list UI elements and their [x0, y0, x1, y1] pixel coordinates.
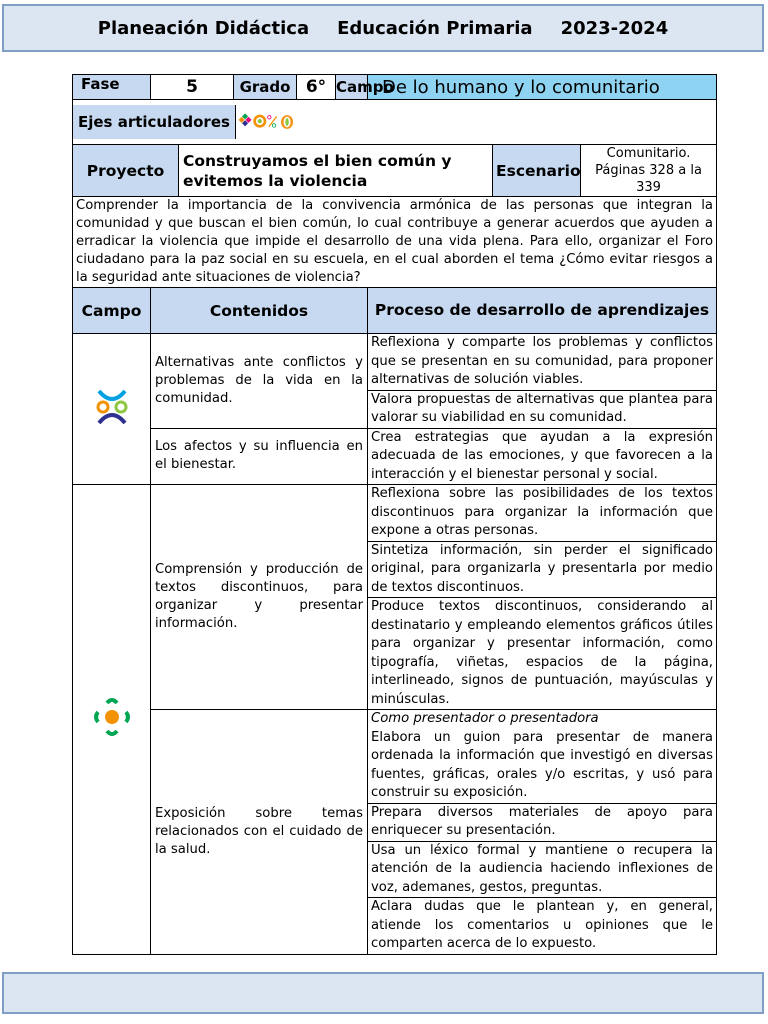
- escenario-label: Escenario: [493, 145, 581, 197]
- footer-banner: [2, 972, 764, 1014]
- col-proceso: Proceso de desarrollo de aprendizajes: [368, 288, 717, 334]
- header-year: 2023-2024: [560, 17, 669, 39]
- proceso-4-4: Aclara dudas que le plantean y, en general, atiende los comentarios u opiniones que le comparten acerca de lo expuesto.: [368, 898, 717, 955]
- interculturalidad-icon: [268, 116, 277, 128]
- campo-humano-cell: [73, 334, 151, 485]
- proceso-4-title: Como presentador o presentadora: [371, 711, 599, 726]
- col-contenidos: Contenidos: [151, 288, 368, 334]
- header-level: Educación Primaria: [337, 17, 533, 39]
- proceso-4-1-text: Elabora un guion para presentar de manera ordenada la información que investigó en diversas fuentes, gráficas, orales y/o escritas, y usó para construir su exposición.: [371, 729, 714, 800]
- fase-value: 5: [151, 75, 234, 100]
- proyecto-value: Construyamos el bien común y evitemos la violencia: [179, 145, 493, 197]
- contenido-1: Alternativas ante conflictos y problemas de la vida en la comunidad.: [151, 334, 368, 429]
- grado-value: 6°: [297, 75, 336, 100]
- proyecto-label: Proyecto: [73, 145, 179, 197]
- campo-lenguajes-cell: [73, 485, 151, 955]
- escenario-value: Comunitario. Páginas 328 a la 339: [581, 145, 717, 197]
- proceso-4-3: Usa un léxico formal y mantiene o recupera la atención de la audiencia haciendo inflexiones de voz, ademanes, gestos, preguntas.: [368, 841, 717, 898]
- contenido-4: Exposición sobre temas relacionados con el cuidado de la salud.: [151, 710, 368, 955]
- humano-comunitario-icon: [95, 387, 129, 427]
- pensamiento-critico-icon: [255, 116, 265, 126]
- project-description: Comprender la importancia de la convivencia armónica de las personas que integran la comunidad y que buscan el bien común, lo cual contribuye a generar acuerdos que ayuden a erradicar la violencia que impide el desarrollo de una vida plena. Para ello, organizar el Foro ciudadano para la paz social en su escuela, en el cual aborden el tema ¿Cómo evitar riesgos a la seguridad ante situaciones de violencia?: [73, 197, 717, 288]
- proceso-4-2: Prepara diversos materiales de apoyo para enriquecer su presentación.: [368, 803, 717, 841]
- lenguajes-icon: [94, 697, 130, 737]
- vida-saludable-icon: [281, 115, 293, 129]
- inclusion-icon: [238, 113, 251, 126]
- ejes-label: Ejes articuladores: [73, 105, 236, 139]
- ejes-cell: [73, 100, 297, 145]
- grado-label: Grado: [234, 75, 297, 100]
- contenido-3: Comprensión y producción de textos discontinuos, para organizar y presentar información.: [151, 485, 368, 710]
- ejes-empty: [297, 100, 717, 145]
- campo-label: Campo: [336, 75, 368, 100]
- proceso-1-1: Reflexiona y comparte los problemas y conflictos que se presentan en su comunidad, para proponer alternativas de solución viables.: [368, 334, 717, 391]
- planning-table: [72, 74, 717, 955]
- fase-label: Fase: [73, 75, 151, 100]
- campo-value: De lo humano y lo comunitario: [368, 75, 717, 100]
- proceso-1-2: Valora propuestas de alternativas que plantea para valorar su viabilidad en su comunidad.: [368, 390, 717, 428]
- header-title: Planeación Didáctica: [97, 17, 310, 39]
- ejes-icons: [236, 100, 297, 144]
- proceso-3-2: Sintetiza información, sin perder el significado original, para organizarla y presentarla por medio de textos discontinuos.: [368, 541, 717, 598]
- proceso-2-1: Crea estrategias que ayudan a la expresión adecuada de las emociones, y que favorecen a la interacción y el bienestar personal y social.: [368, 428, 717, 485]
- contenido-2: Los afectos y su influencia en el bienestar.: [151, 428, 368, 485]
- col-campo: Campo: [73, 288, 151, 334]
- header-banner: [2, 4, 764, 52]
- proceso-3-1: Reflexiona sobre las posibilidades de los textos discontinuos para organizar la información que expone a otras personas.: [368, 485, 717, 542]
- proceso-4-1: [368, 710, 717, 804]
- proceso-3-3: Produce textos discontinuos, considerando al destinatario y empleando elementos gráficos útiles para organizar y presentar información, como tipografía, viñetas, espacios de la página, interlineado, signos de puntuación, mayúsculas y minúsculas.: [368, 598, 717, 710]
